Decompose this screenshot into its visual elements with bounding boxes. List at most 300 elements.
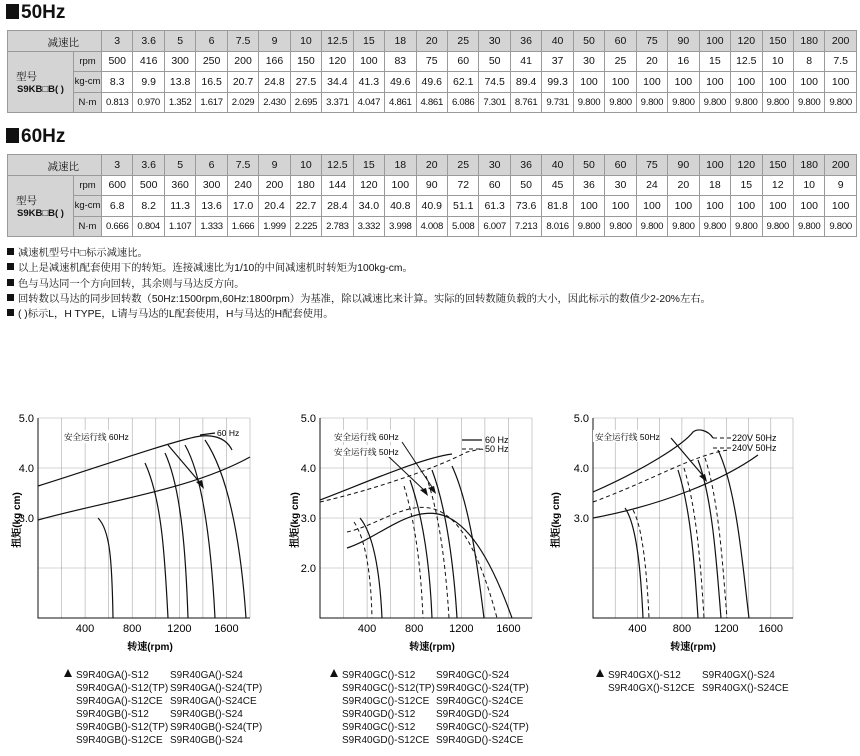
- y-tick-label: 4.0: [300, 463, 316, 475]
- rpm-cell: 25: [605, 51, 636, 72]
- model-legend-1: [64, 669, 262, 747]
- ratio-cell: 180: [793, 31, 824, 52]
- kgcm-cell: 100: [825, 196, 856, 217]
- legend-model-name: S9R40GC()-S12: [342, 670, 416, 681]
- bullet-icon: [7, 279, 14, 286]
- ratio-cell: 40: [542, 31, 573, 52]
- kgcm-unit-cell: kg-cm: [74, 72, 102, 93]
- nm-cell: 9.800: [573, 216, 604, 237]
- kgcm-cell: 81.8: [542, 196, 573, 217]
- kgcm-cell: 74.5: [479, 72, 510, 93]
- kgcm-cell: 100: [699, 196, 730, 217]
- nm-cell: 9.800: [762, 216, 793, 237]
- rpm-cell: 250: [196, 51, 227, 72]
- speed-torque-curve-240v: [705, 458, 727, 618]
- ratio-cell: 25: [447, 31, 478, 52]
- rpm-cell: 10: [762, 51, 793, 72]
- ratio-cell: 50: [573, 155, 604, 176]
- ratio-cell: 3: [102, 155, 133, 176]
- ratio-cell: 60: [605, 31, 636, 52]
- triangle-marker-icon: [596, 669, 604, 677]
- legend-model-name: S9R40GB()-S12: [76, 709, 149, 720]
- legend-model-name: S9R40GC()-S24(TP): [436, 722, 529, 733]
- kgcm-cell: 61.3: [479, 196, 510, 217]
- speed-torque-curve: [718, 450, 749, 618]
- legend-indent: [330, 682, 342, 695]
- y-tick-label: 3.0: [18, 513, 34, 525]
- chart-curves-solid: [593, 430, 758, 618]
- nm-unit-cell: N·m: [74, 92, 102, 113]
- rpm-cell: 20: [636, 51, 667, 72]
- nm-cell: 9.800: [605, 216, 636, 237]
- rpm-cell: 120: [353, 175, 384, 196]
- legend-model-name: S9R40GC()-S24(TP): [436, 683, 529, 694]
- nm-cell: 2.695: [290, 92, 321, 113]
- ratio-cell: 5: [164, 155, 195, 176]
- rpm-cell: 150: [290, 51, 321, 72]
- ratio-cell: 18: [385, 155, 416, 176]
- rpm-cell: 8: [793, 51, 824, 72]
- arrow-icon: [420, 488, 428, 496]
- nm-row: [8, 92, 857, 113]
- kgcm-cell: 99.3: [542, 72, 573, 93]
- chart-curves-dashed: [320, 449, 497, 618]
- nm-cell: 7.213: [510, 216, 541, 237]
- kgcm-cell: 16.5: [196, 72, 227, 93]
- model-cell: [8, 175, 74, 237]
- bullet-icon: [7, 309, 14, 316]
- ratio-cell: 36: [510, 155, 541, 176]
- legend-indent: [330, 721, 342, 734]
- nm-cell: 9.800: [668, 92, 699, 113]
- kgcm-cell: 100: [636, 72, 667, 93]
- x-axis-label: 转速(rpm): [670, 642, 716, 653]
- note-item: 回转数以马达的同步回转数（50Hz:1500rpm,60Hz:1800rpm）为基准，除以减速比来计算。实际的回转数随负载的大小，因此标示的数值少2-20%左右。: [7, 292, 711, 307]
- legend-model-name: S9R40GC()-S24CE: [436, 696, 524, 707]
- kgcm-cell: 8.3: [102, 72, 133, 93]
- rpm-cell: 75: [416, 51, 447, 72]
- rpm-cell: 50: [479, 51, 510, 72]
- rpm-cell: 500: [133, 175, 164, 196]
- legend-model-name: S9R40GD()-S12CE: [342, 735, 430, 746]
- header-ratio-label: 减速比: [47, 37, 79, 49]
- legend-model-name: S9R40GC()-S24: [436, 670, 510, 681]
- chart-grid: [38, 418, 250, 618]
- ratio-cell: 36: [510, 31, 541, 52]
- nm-cell: 9.800: [762, 92, 793, 113]
- kgcm-cell: 20.4: [259, 196, 290, 217]
- model-legend-3: [596, 669, 789, 695]
- legend-row: [330, 708, 529, 721]
- legend-row: [330, 682, 529, 695]
- nm-cell: 9.800: [636, 92, 667, 113]
- legend-model-name: S9R40GA()-S12: [76, 670, 149, 681]
- bullet-icon: [7, 263, 14, 270]
- legend-model-name: S9R40GD()-S12: [342, 709, 416, 720]
- nm-cell: 0.804: [133, 216, 164, 237]
- ratio-cell: 9: [259, 155, 290, 176]
- nm-cell: 2.430: [259, 92, 290, 113]
- kgcm-cell: 100: [573, 72, 604, 93]
- speed-torque-curve-240v: [684, 468, 704, 618]
- chart-curves: [38, 433, 250, 618]
- triangle-marker-icon: [64, 669, 72, 677]
- pointer-line: [168, 445, 202, 485]
- chart-ticks: [19, 413, 239, 635]
- square-marker-icon: [6, 4, 19, 19]
- ratio-cell: 20: [416, 155, 447, 176]
- x-axis-label: 转速(rpm): [127, 642, 173, 653]
- nm-cell: 5.008: [447, 216, 478, 237]
- notes: [7, 246, 711, 322]
- ratio-cell: 7.5: [227, 31, 258, 52]
- rpm-cell: 24: [636, 175, 667, 196]
- nm-cell: 1.617: [196, 92, 227, 113]
- rpm-cell: 37: [542, 51, 573, 72]
- model-legend-2: [330, 669, 529, 747]
- legend-indent: [64, 682, 76, 695]
- chart-curves-dashed: [593, 438, 731, 618]
- speed-torque-curve: [625, 508, 643, 618]
- kgcm-cell: 100: [825, 72, 856, 93]
- nm-cell: 4.861: [416, 92, 447, 113]
- nm-cell: 9.800: [573, 92, 604, 113]
- rpm-cell: 72: [447, 175, 478, 196]
- y-tick-label: 2.0: [300, 563, 316, 575]
- model-value: S9KB□B( ): [17, 83, 64, 95]
- legend-model-name: S9R40GB()-S24: [170, 735, 243, 746]
- nm-cell: 3.371: [322, 92, 353, 113]
- x-tick-label: 800: [672, 623, 692, 635]
- note-item: 色与马达同一个方向回转，其余则与马达反方向。: [7, 277, 711, 292]
- speed-torque-curve: [452, 466, 484, 618]
- torque-chart-2: [292, 410, 552, 660]
- rpm-cell: 90: [416, 175, 447, 196]
- kgcm-row: [8, 196, 857, 217]
- ratio-cell: 3: [102, 31, 133, 52]
- kgcm-cell: 100: [793, 196, 824, 217]
- kgcm-cell: 100: [762, 196, 793, 217]
- x-tick-label: 1600: [496, 623, 521, 635]
- legend-model-name: S9R40GC()-S12CE: [342, 696, 430, 707]
- rpm-cell: 83: [385, 51, 416, 72]
- kgcm-cell: 89.4: [510, 72, 541, 93]
- ratio-cell: 100: [699, 31, 730, 52]
- arrow-icon: [428, 486, 436, 494]
- heading-60hz: 60Hz: [6, 126, 65, 148]
- ratio-cell: 12.5: [322, 31, 353, 52]
- ratio-cell: 12.5: [322, 155, 353, 176]
- speed-torque-curve: [410, 480, 432, 618]
- ratio-cell: 15: [353, 155, 384, 176]
- legend-row: [330, 734, 529, 747]
- rpm-cell: 12: [762, 175, 793, 196]
- ratio-cell: 40: [542, 155, 573, 176]
- nm-cell: 9.800: [825, 92, 856, 113]
- label-leader-line: [200, 433, 215, 435]
- kgcm-cell: 40.9: [416, 196, 447, 217]
- bullet-icon: [7, 248, 14, 255]
- torque-chart-3: [553, 410, 813, 660]
- ratio-cell: 3.6: [133, 155, 164, 176]
- curve-label-60hz: 60 Hz: [485, 435, 509, 445]
- nm-cell: 9.800: [793, 92, 824, 113]
- legend-model-name: S9R40GA()-S12CE: [76, 696, 163, 707]
- speed-torque-curve: [678, 470, 698, 618]
- kgcm-cell: 49.6: [416, 72, 447, 93]
- legend-model-name: S9R40GA()-S24: [170, 670, 243, 681]
- rpm-cell: 16: [668, 51, 699, 72]
- kgcm-cell: 8.2: [133, 196, 164, 217]
- legend-indent: [64, 734, 76, 747]
- ratio-cell: 25: [447, 155, 478, 176]
- rpm-cell: 240: [227, 175, 258, 196]
- legend-row: [64, 695, 262, 708]
- rpm-cell: 36: [573, 175, 604, 196]
- safe-run-label-50hz: 安全运行线 50Hz: [595, 432, 660, 442]
- legend-model-name: S9R40GC()-S12: [342, 722, 416, 733]
- nm-cell: 9.800: [731, 216, 762, 237]
- kgcm-cell: 27.5: [290, 72, 321, 93]
- rpm-cell: 15: [731, 175, 762, 196]
- legend-indent: [596, 682, 608, 695]
- legend-indent: [330, 695, 342, 708]
- nm-cell: 2.029: [227, 92, 258, 113]
- ratio-cell: 200: [825, 31, 856, 52]
- speed-torque-curve: [432, 470, 457, 618]
- ratio-cell: 90: [668, 31, 699, 52]
- kgcm-cell: 20.7: [227, 72, 258, 93]
- kgcm-cell: 11.3: [164, 196, 195, 217]
- x-tick-label: 1200: [449, 623, 474, 635]
- legend-indent: [64, 695, 76, 708]
- nm-cell: 1.333: [196, 216, 227, 237]
- header-model-label: 型号: [16, 194, 37, 207]
- legend-model-name: S9R40GD()-S24: [436, 709, 510, 720]
- legend-model-name: S9R40GA()-S12(TP): [76, 683, 169, 694]
- legend-model-name: S9R40GX()-S12CE: [608, 683, 695, 694]
- rpm-cell: 50: [510, 175, 541, 196]
- kgcm-cell: 13.8: [164, 72, 195, 93]
- header-corner-cell: [8, 31, 102, 52]
- ratio-cell: 6: [196, 31, 227, 52]
- kgcm-cell: 49.6: [385, 72, 416, 93]
- y-tick-label: 5.0: [573, 413, 589, 425]
- pointer-line: [671, 438, 705, 478]
- legend-row: [64, 721, 262, 734]
- header-ratio-label: 减速比: [47, 161, 79, 173]
- nm-cell: 9.800: [793, 216, 824, 237]
- ratio-cell: 60: [605, 155, 636, 176]
- legend-indent: [330, 734, 342, 747]
- kgcm-cell: 41.3: [353, 72, 384, 93]
- rpm-cell: 9: [825, 175, 856, 196]
- triangle-marker-icon: [330, 669, 338, 677]
- ratio-cell: 3.6: [133, 31, 164, 52]
- speed-torque-curve-240v: [633, 510, 649, 618]
- speed-torque-curve: [145, 463, 168, 618]
- x-axis-label: 转速(rpm): [409, 642, 455, 653]
- kgcm-cell: 62.1: [447, 72, 478, 93]
- bullet-icon: [7, 294, 14, 301]
- safe-run-label: 安全运行线 60Hz: [64, 432, 129, 442]
- y-axis-label: 扭矩(kg cm): [290, 492, 301, 548]
- ratio-cell: 9: [259, 31, 290, 52]
- nm-unit-cell: N·m: [74, 216, 102, 237]
- kgcm-cell: 100: [731, 196, 762, 217]
- legend-model-name: S9R40GC()-S12(TP): [342, 683, 435, 694]
- note-item: ( )标示L，H TYPE，L请与马达的L配套使用，H与马达的H配套使用。: [7, 307, 711, 322]
- ratio-cell: 150: [762, 155, 793, 176]
- motor-torque-curve-60hz: [347, 513, 512, 618]
- header-corner-cell: [8, 155, 102, 176]
- chart-curves-solid: [320, 440, 512, 618]
- rpm-cell: 7.5: [825, 51, 856, 72]
- nm-cell: 9.800: [668, 216, 699, 237]
- nm-cell: 0.970: [133, 92, 164, 113]
- x-tick-label: 1600: [758, 623, 784, 635]
- nm-cell: 1.107: [164, 216, 195, 237]
- ratio-cell: 18: [385, 31, 416, 52]
- ratio-row: [8, 155, 857, 176]
- x-tick-label: 400: [75, 623, 95, 635]
- y-axis-label: 扭矩(kg cm): [551, 492, 562, 548]
- ratio-cell: 75: [636, 155, 667, 176]
- nm-cell: 0.666: [102, 216, 133, 237]
- legend-model-name: S9R40GA()-S24(TP): [170, 683, 263, 694]
- rpm-cell: 60: [447, 51, 478, 72]
- legend-row: [330, 695, 529, 708]
- y-axis-label: 扭矩(kg cm): [12, 492, 23, 548]
- y-tick-label: 3.0: [573, 513, 589, 525]
- ratio-cell: 5: [164, 31, 195, 52]
- legend-row: [64, 669, 262, 682]
- torque-chart-1: [10, 410, 270, 660]
- rpm-cell: 12.5: [731, 51, 762, 72]
- legend-model-name: S9R40GB()-S24(TP): [170, 722, 263, 733]
- rpm-cell: 300: [164, 51, 195, 72]
- rpm-cell: 180: [290, 175, 321, 196]
- legend-model-name: S9R40GA()-S24CE: [170, 696, 257, 707]
- header-model-label: 型号: [16, 70, 37, 83]
- legend-row: [64, 682, 262, 695]
- x-tick-label: 1200: [167, 623, 192, 635]
- spec-table-50hz: [7, 30, 857, 113]
- curve-label-60hz: 60 Hz: [217, 428, 240, 438]
- legend-model-name: S9R40GB()-S24: [170, 709, 243, 720]
- ratio-cell: 200: [825, 155, 856, 176]
- kgcm-cell: 100: [668, 72, 699, 93]
- legend-model-name: S9R40GX()-S24CE: [702, 683, 789, 694]
- ratio-cell: 15: [353, 31, 384, 52]
- kgcm-cell: 100: [699, 72, 730, 93]
- legend-row: [596, 669, 789, 682]
- kgcm-cell: 34.4: [322, 72, 353, 93]
- legend-row: [64, 734, 262, 747]
- ratio-cell: 120: [731, 31, 762, 52]
- rpm-row: [8, 51, 857, 72]
- x-tick-label: 1200: [714, 623, 739, 635]
- spec-table-60hz: [7, 154, 857, 237]
- x-tick-label: 400: [357, 623, 377, 635]
- legend-model-name: S9R40GX()-S12: [608, 670, 681, 681]
- nm-cell: 2.783: [322, 216, 353, 237]
- nm-cell: 9.731: [542, 92, 573, 113]
- x-tick-label: 400: [628, 623, 647, 635]
- ratio-cell: 50: [573, 31, 604, 52]
- nm-cell: 9.800: [699, 92, 730, 113]
- kgcm-cell: 100: [605, 196, 636, 217]
- rpm-unit-cell: rpm: [74, 51, 102, 72]
- legend-indent: [64, 708, 76, 721]
- y-tick-label: 4.0: [573, 463, 589, 475]
- curve-label-220v: 220V 50Hz: [732, 433, 777, 443]
- nm-cell: 9.800: [825, 216, 856, 237]
- legend-model-name: S9R40GD()-S24CE: [436, 735, 524, 746]
- kgcm-cell: 51.1: [447, 196, 478, 217]
- kgcm-cell: 100: [573, 196, 604, 217]
- safe-run-line-curve-50hz: [320, 449, 484, 502]
- ratio-cell: 30: [479, 31, 510, 52]
- ratio-cell: 20: [416, 31, 447, 52]
- nm-cell: 3.332: [353, 216, 384, 237]
- nm-cell: 6.086: [447, 92, 478, 113]
- kgcm-cell: 24.8: [259, 72, 290, 93]
- rpm-cell: 120: [322, 51, 353, 72]
- y-tick-label: 4.0: [18, 463, 34, 475]
- speed-torque-curve: [205, 440, 246, 618]
- kgcm-unit-cell: kg-cm: [74, 196, 102, 217]
- rpm-cell: 41: [510, 51, 541, 72]
- rpm-cell: 500: [102, 51, 133, 72]
- kgcm-cell: 100: [605, 72, 636, 93]
- nm-cell: 0.813: [102, 92, 133, 113]
- kgcm-cell: 73.6: [510, 196, 541, 217]
- nm-row: [8, 216, 857, 237]
- rpm-cell: 360: [164, 175, 195, 196]
- kgcm-cell: 40.8: [385, 196, 416, 217]
- note-item: 以上是减速机配套使用下的转矩。连接减速比为1/10的中间减速机时转矩为100kg-cm。: [7, 261, 711, 276]
- rpm-cell: 15: [699, 51, 730, 72]
- kgcm-cell: 100: [668, 196, 699, 217]
- rpm-row: [8, 175, 857, 196]
- legend-row: [64, 708, 262, 721]
- y-tick-label: 5.0: [300, 413, 316, 425]
- kgcm-cell: 28.4: [322, 196, 353, 217]
- model-value: S9KB□B( ): [17, 207, 64, 219]
- legend-model-name: S9R40GX()-S24: [702, 670, 775, 681]
- nm-cell: 6.007: [479, 216, 510, 237]
- nm-cell: 7.301: [479, 92, 510, 113]
- legend-model-name: S9R40GB()-S12(TP): [76, 722, 169, 733]
- note-item: 减速机型号中□标示减速比。: [7, 246, 711, 261]
- legend-model-name: S9R40GB()-S12CE: [76, 735, 163, 746]
- nm-cell: 9.800: [636, 216, 667, 237]
- safe-run-label-60hz: 安全运行线 60Hz: [334, 432, 399, 442]
- rpm-cell: 60: [479, 175, 510, 196]
- kgcm-cell: 100: [793, 72, 824, 93]
- rpm-cell: 416: [133, 51, 164, 72]
- kgcm-cell: 100: [762, 72, 793, 93]
- rpm-cell: 600: [102, 175, 133, 196]
- square-marker-icon: [6, 128, 19, 143]
- curve-label-240v: 240V 50Hz: [732, 443, 777, 453]
- legend-row: [330, 669, 529, 682]
- nm-cell: 9.800: [699, 216, 730, 237]
- ratio-cell: 10: [290, 31, 321, 52]
- safe-run-label-50hz: 安全运行线 50Hz: [334, 447, 399, 457]
- kgcm-cell: 22.7: [290, 196, 321, 217]
